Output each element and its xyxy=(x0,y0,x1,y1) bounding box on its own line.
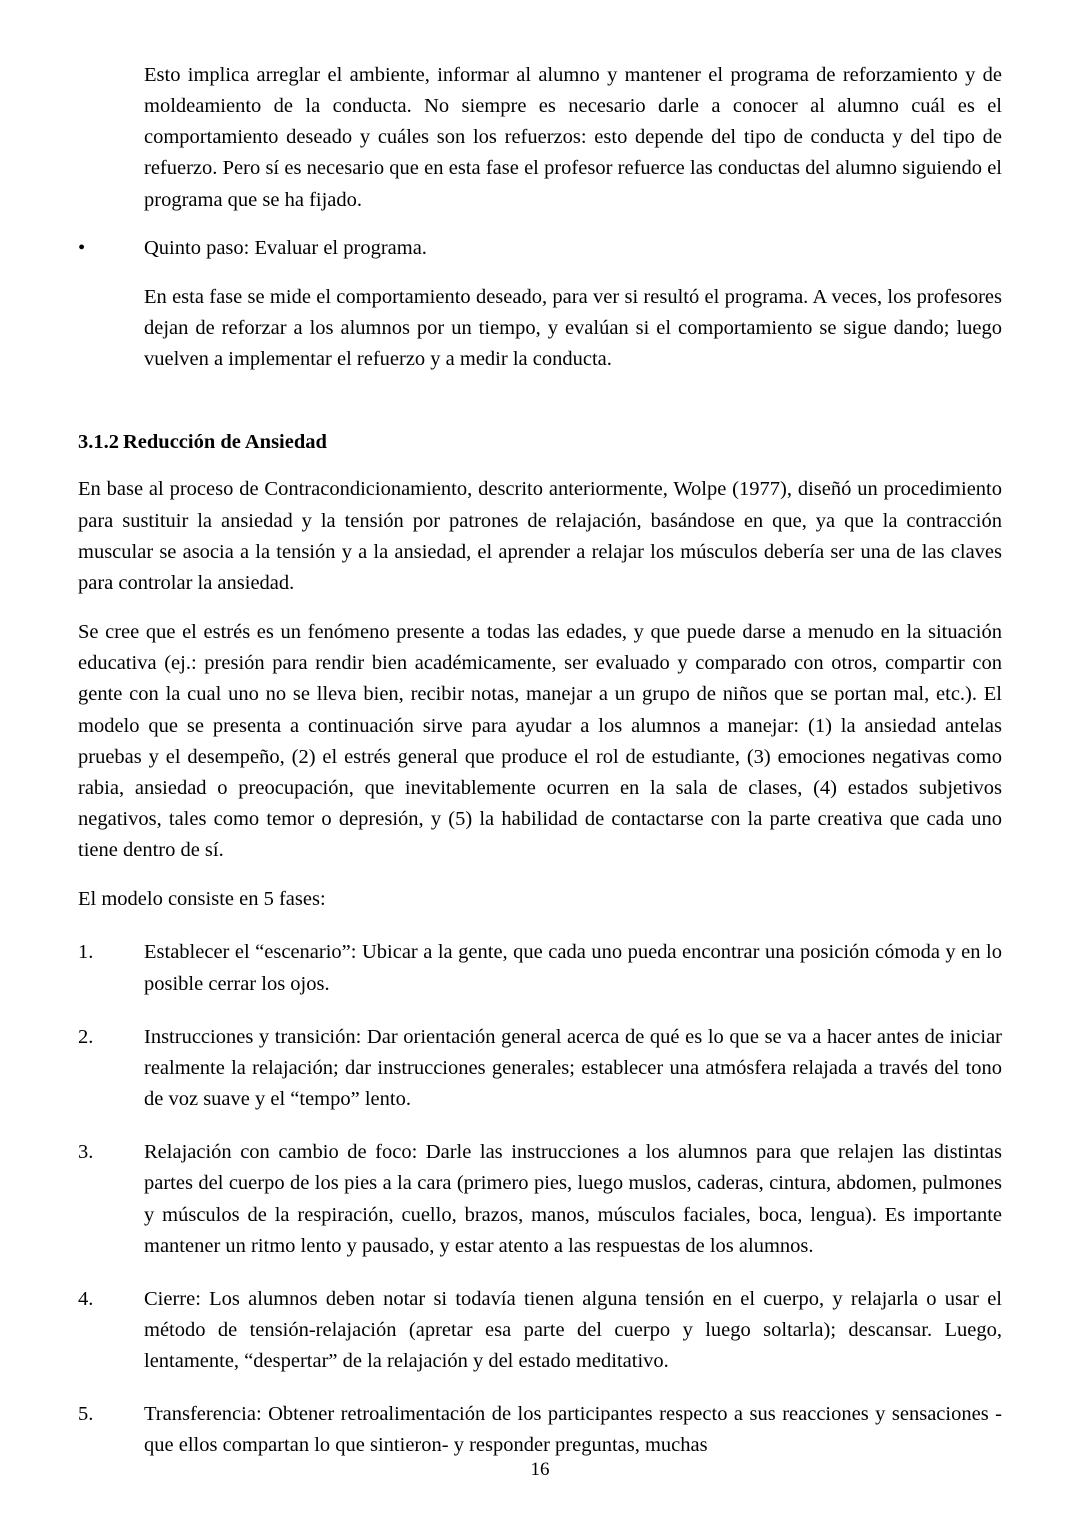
list-item-marker: 2. xyxy=(78,1025,94,1048)
phases-list xyxy=(78,937,1002,1461)
list-item xyxy=(78,1022,1002,1115)
list-item-marker: 1. xyxy=(78,941,94,964)
bullet-body-paragraph: En esta fase se mide el comportamiento deseado, para ver si resultó el programa. A veces, los profesores dejan de reforzar a los alumnos por un tiempo, y evalúan si el comportamiento se sigue dando; luego vuelven a implementar el refuerzo y a medir la conducta. xyxy=(144,285,1002,371)
list-item-marker: 5. xyxy=(78,1403,94,1426)
list-item-text: Relajación con cambio de foco: Darle las instrucciones a los alumnos para que relajen las distintas partes del cuerpo de los pies a la cara (primero pies, luego muslos, caderas, cintura, abdomen, pulmones y músculos de la respiración, cuello, brazos, manos, músculos faciales, boca, lengua). Es importante mantener un ritmo lento y pausado, y estar atento a las respuestas de los alumnos. xyxy=(144,1141,1002,1257)
bullet-item-label: Quinto paso: Evaluar el programa. xyxy=(144,236,427,259)
list-item-marker: 3. xyxy=(78,1141,94,1164)
page-number: 16 xyxy=(530,1459,550,1480)
list-item xyxy=(78,1137,1002,1262)
paragraph-1: En base al proceso de Contracondicionamiento, descrito anteriormente, Wolpe (1977), diseñó un procedimiento para sustituir la ansiedad y la tensión por patrones de relajación, basándose en que, ya que la contracción muscular se asocia a la tensión y a la ansiedad, el aprender a relajar los músculos debería ser una de las claves para controlar la ansiedad. xyxy=(78,478,1002,594)
bullet-marker-icon: • xyxy=(78,236,86,259)
section-number: 3.1.2 xyxy=(78,431,119,454)
list-item xyxy=(78,1399,1002,1461)
bullet-list-item xyxy=(78,233,1002,264)
list-item-text: Establecer el “escenario”: Ubicar a la gente, que cada uno pueda encontrar una posición cómoda y en lo posible cerrar los ojos. xyxy=(144,941,1002,995)
list-item-text: Instrucciones y transición: Dar orientación general acerca de qué es lo que se va a hacer antes de iniciar realmente la relajación; dar instrucciones generales; establecer una atmósfera relajada a través del tono de voz suave y el “tempo” lento. xyxy=(144,1025,1002,1111)
section-heading xyxy=(78,431,1002,454)
section-title: Reducción de Ansiedad xyxy=(123,431,327,454)
continuation-paragraph: Esto implica arreglar el ambiente, informar al alumno y mantener el programa de reforzamiento y de moldeamiento de la conducta. No siempre es necesario darle a conocer al alumno cuál es el comportamiento deseado y cuáles son los refuerzos: esto depende del tipo de conducta y del tipo de refuerzo. Pero sí es necesario que en esta fase el profesor refuerce las conductas del alumno siguiendo el programa que se ha fijado. xyxy=(144,64,1002,211)
list-item-text: Cierre: Los alumnos deben notar si todavía tienen alguna tensión en el cuerpo, y relajarla o usar el método de tensión-relajación (apretar esa parte del cuerpo y luego soltarla); descansar. Luego, lentamente, “despertar” de la relajación y del estado meditativo. xyxy=(144,1287,1002,1373)
list-item xyxy=(78,937,1002,999)
paragraph-2: Se cree que el estrés es un fenómeno presente a todas las edades, y que puede darse a menudo en la situación educativa (ej.: presión para rendir bien académicamente, ser evaluado y comparado con otros, compartir con gente con la cual uno no se lleva bien, recibir notas, manejar a un grupo de niños que se portan mal, etc.). El modelo que se presenta a continuación sirve para ayudar a los alumnos a manejar: (1) la ansiedad antelas pruebas y el desempeño, (2) el estrés general que produce el rol de estudiante, (3) emociones negativas como rabia, ansiedad o preocupación, que inevitablemente ocurren en la sala de clases, (4) estados subjetivos negativos, tales como temor o depresión, y (5) la habilidad de contactarse con la parte creativa que cada uno tiene dentro de sí. xyxy=(78,621,1002,862)
list-item-marker: 4. xyxy=(78,1287,94,1310)
paragraph-3: El modelo consiste en 5 fases: xyxy=(78,888,326,911)
list-item xyxy=(78,1284,1002,1377)
list-item-text: Transferencia: Obtener retroalimentación de los participantes respecto a sus reacciones y sensaciones -que ellos compartan lo que sintieron- y responder preguntas, muchas xyxy=(144,1403,1002,1457)
